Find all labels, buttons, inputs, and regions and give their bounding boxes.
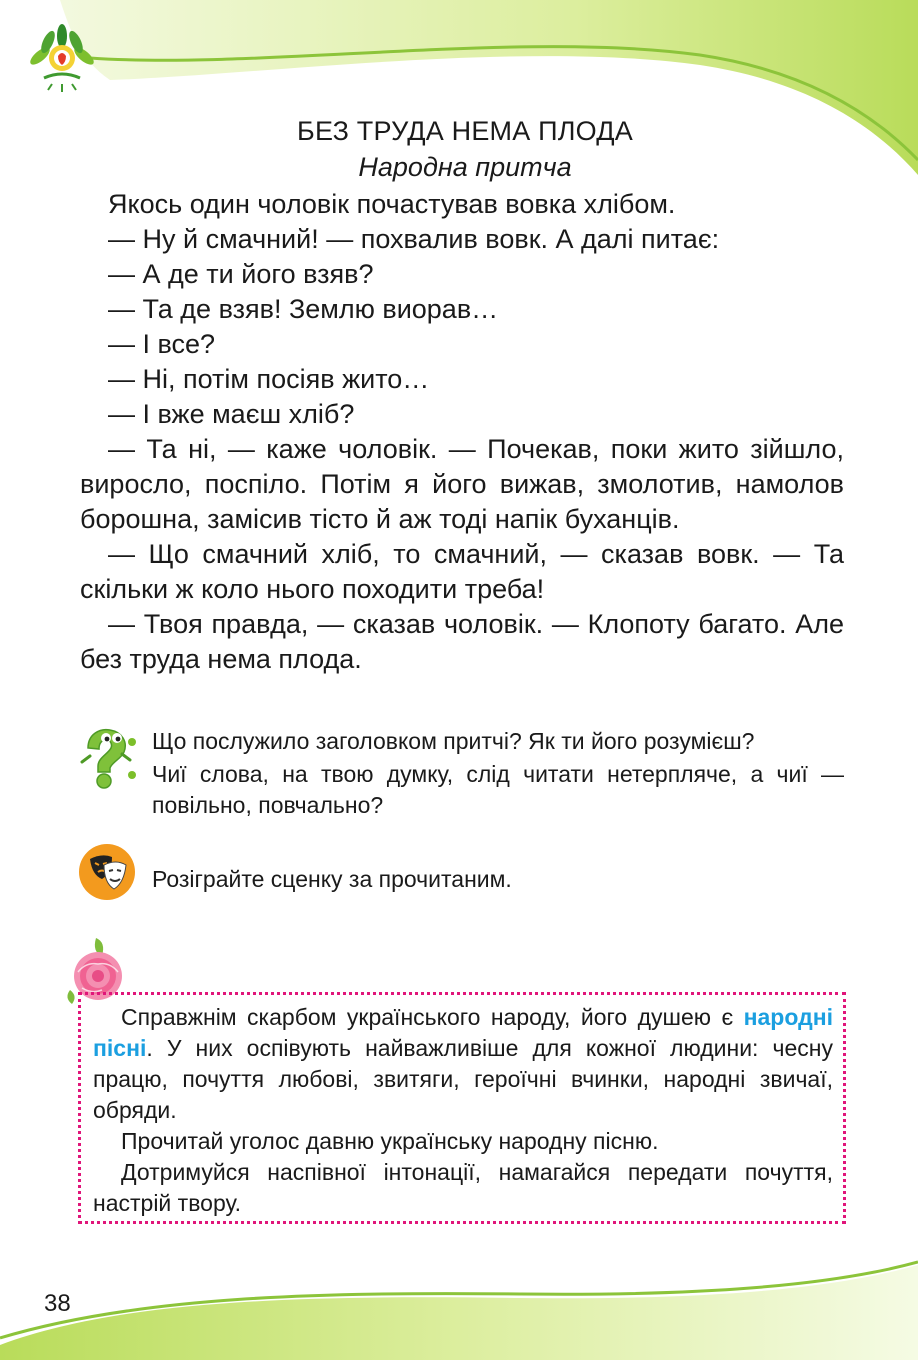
theater-masks-icon [78,843,136,901]
page-title: БЕЗ ТРУДА НЕМА ПЛОДА [297,116,633,146]
info-paragraph: Прочитай уголос давню українську народну пісню. [121,1128,659,1154]
story-paragraph: — Та де взяв! Землю виорав… [108,294,499,324]
story-paragraph: — А де ти його взяв? [108,259,374,289]
story-paragraph: — Ну й смачний! — похвалив вовк. А далі питає: [108,224,720,254]
story-paragraph: — І вже маєш хліб? [108,399,355,429]
tasks-section [78,726,844,892]
story-paragraph: — Та ні, — каже чоловік. — Почекав, поки жито зійшло, виросло, поспіло. Потім я його вижав, змолотив, намолов борошна, замісив тісто й аж тоді напік буханців. [80,434,844,534]
story-paragraph: Якось один чоловік почастував вовка хлібом. [108,189,676,219]
question-item: Що послужило заголовком притчі? Як ти його розумієш? [78,726,844,757]
question-item: Чиї слова, на твою думку, слід читати нетерпляче, а чиї — повільно, повчально? [78,759,844,821]
folk-ornament-icon [28,4,128,104]
info-box [78,992,846,1224]
story-paragraph: — Що смачний хліб, то смачний, — сказав вовк. — Та скільки ж коло нього походити треба! [80,539,844,604]
info-paragraph: Дотримуйся наспівної інтонації, намагайся передати почуття, настрій твору. [93,1159,833,1216]
story-paragraph: — Ні, потім посіяв жито… [108,364,430,394]
bullet-icon [128,738,136,746]
page-number: 38 [44,1290,71,1317]
story-paragraph: — Твоя правда, — сказав чоловік. — Клопоту багато. Але без труда нема плода. [80,609,844,674]
story-paragraph: — І все? [108,329,216,359]
page-subtitle: Народна притча [358,152,572,182]
bullet-icon [128,771,136,779]
highlighted-term: народні пісні [93,1004,833,1061]
activity-text: Розіграйте сценку за прочитаним. [152,866,512,892]
story-text [80,187,844,677]
info-paragraph: Справжнім скарбом українського народу, його душею є народні пісні. У них оспівують найважливіше для кожної людини: чесну працю, почуття любові, звитяги, героїчні вчинки, народні звичаї, обряди. [93,1004,833,1123]
